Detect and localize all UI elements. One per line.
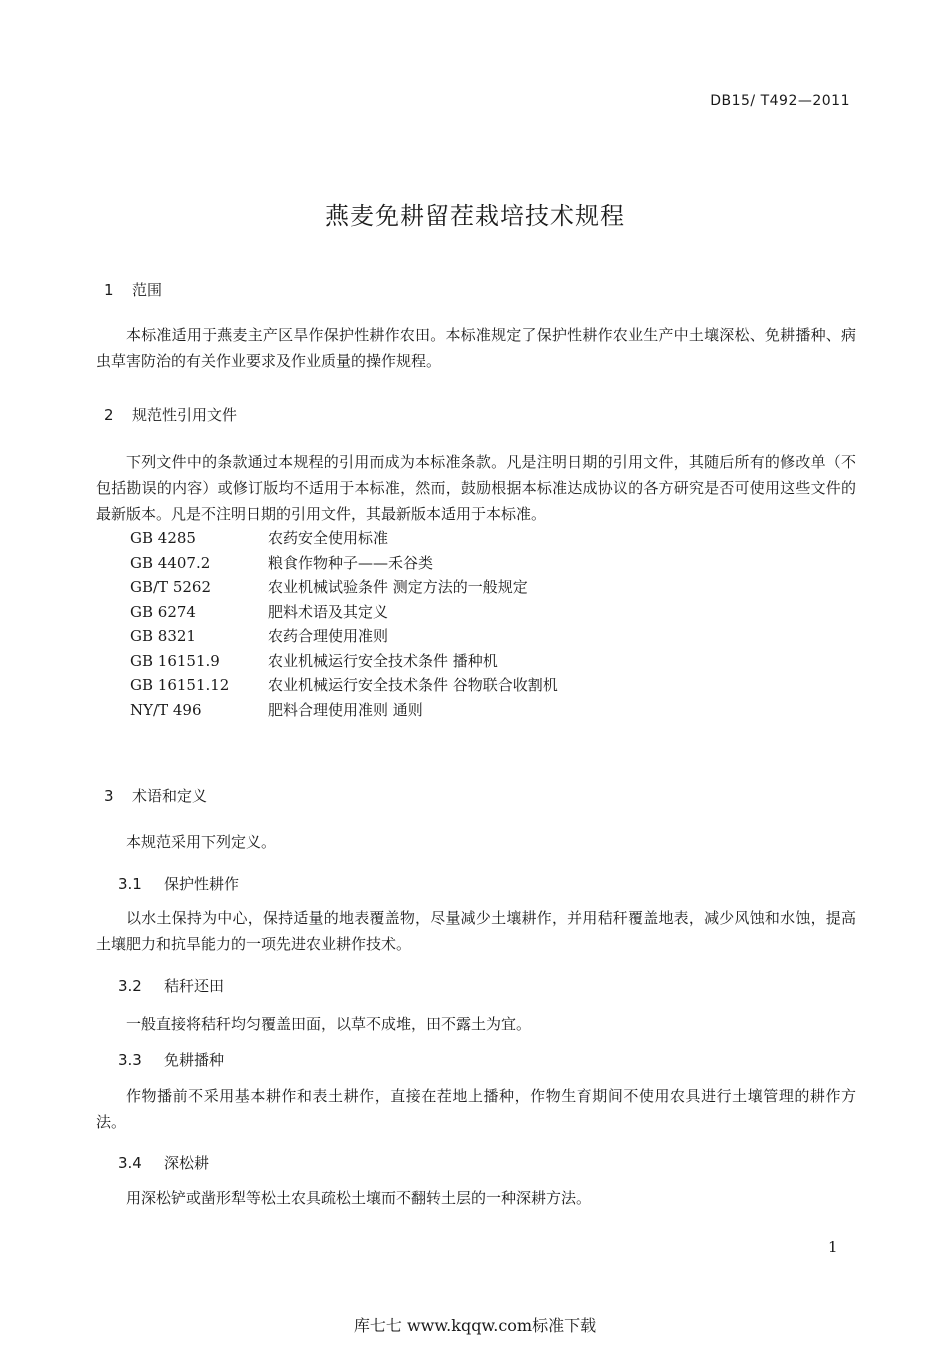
reference-code: GB 16151.12: [130, 676, 230, 694]
reference-item: [130, 698, 558, 723]
reference-code: GB 6274: [130, 602, 196, 621]
reference-code: GB/T 5262: [130, 578, 212, 596]
document-code: DB15/ T492—2011: [710, 93, 850, 109]
reference-item: [130, 649, 558, 674]
document-title: 燕麦免耕留茬栽培技术规程: [325, 202, 625, 230]
section-3-intro: 本规范采用下列定义。: [126, 833, 277, 851]
reference-title: 农业机械运行安全技术条件 播种机: [268, 651, 498, 670]
subsection-3-1-text: 以水土保持为中心，保持适量的地表覆盖物，尽量减少土壤耕作，并用秸秆覆盖地表，减少风蚀和水蚀，提高土壤肥力和抗旱能力的一项先进农业耕作技术。: [96, 909, 856, 953]
section-2-heading: [104, 404, 237, 425]
reference-code: GB 4407.2: [130, 553, 211, 572]
section-2-text: 下列文件中的条款通过本规程的引用而成为本标准条款。凡是注明日期的引用文件，其随后所有的修改单（不包括勘误的内容）或修订版均不适用于本标准，然而，鼓励根据本标准达成协议的各方研究是否可使用这些文件的最新版本。凡是不注明日期的引用文件，其最新版本适用于本标准。: [96, 453, 856, 523]
subsection-3-1-heading: [118, 873, 239, 894]
subsection-title: 秸秆还田: [164, 977, 225, 995]
subsection-number: 3.3: [118, 1051, 142, 1069]
subsection-title: 深松耕: [164, 1154, 210, 1172]
reference-title: 农业机械试验条件 测定方法的一般规定: [268, 578, 528, 596]
reference-item: [130, 526, 558, 551]
section-number: 2: [104, 406, 114, 424]
section-1-heading: [104, 279, 162, 300]
reference-title: 肥料合理使用准则 通则: [268, 700, 423, 719]
reference-item: [130, 551, 558, 576]
subsection-title: 保护性耕作: [164, 875, 240, 893]
reference-title: 肥料术语及其定义: [268, 602, 389, 621]
section-title: 规范性引用文件: [132, 406, 238, 424]
subsection-3-4-heading: [118, 1152, 209, 1173]
reference-item: [130, 624, 558, 649]
subsection-3-2-text: 一般直接将秸秆均匀覆盖田面，以草不成堆，田不露土为宜。: [126, 1015, 532, 1033]
section-number: 1: [104, 281, 114, 299]
reference-item: [130, 600, 558, 625]
reference-title: 粮食作物种子——禾谷类: [268, 553, 434, 572]
subsection-3-3-heading: [118, 1049, 224, 1070]
reference-code: GB 8321: [130, 627, 196, 645]
section-title: 范围: [132, 281, 163, 299]
page-number: 1: [828, 1238, 838, 1256]
subsection-3-4-text: 用深松铲或凿形犁等松土农具疏松土壤而不翻转土层的一种深耕方法。: [126, 1189, 592, 1207]
reference-item: [130, 673, 558, 698]
subsection-number: 3.2: [118, 977, 142, 995]
subsection-3-3-text: 作物播前不采用基本耕作和表土耕作，直接在茬地上播种，作物生育期间不使用农具进行土壤管理的耕作方法。: [96, 1087, 856, 1131]
subsection-3-2-heading: [118, 975, 224, 996]
section-3-heading: [104, 785, 207, 806]
section-number: 3: [104, 787, 114, 805]
subsection-number: 3.1: [118, 875, 142, 893]
reference-code: GB 16151.9: [130, 651, 220, 670]
reference-code: NY/T 496: [130, 700, 202, 719]
reference-code: GB 4285: [130, 529, 196, 547]
footer-watermark: 库七七 www.kqqw.com标准下载: [353, 1316, 597, 1335]
section-title: 术语和定义: [132, 787, 208, 805]
reference-title: 农业机械运行安全技术条件 谷物联合收割机: [268, 676, 558, 694]
reference-title: 农药安全使用标准: [268, 529, 389, 547]
reference-item: [130, 575, 558, 600]
section-1-text: 本标准适用于燕麦主产区旱作保护性耕作农田。本标准规定了保护性耕作农业生产中土壤深松、免耕播种、病虫草害防治的有关作业要求及作业质量的操作规程。: [96, 326, 856, 370]
subsection-title: 免耕播种: [164, 1051, 225, 1069]
subsection-number: 3.4: [118, 1154, 142, 1172]
reference-title: 农药合理使用准则: [268, 627, 389, 645]
reference-list: [130, 526, 558, 722]
